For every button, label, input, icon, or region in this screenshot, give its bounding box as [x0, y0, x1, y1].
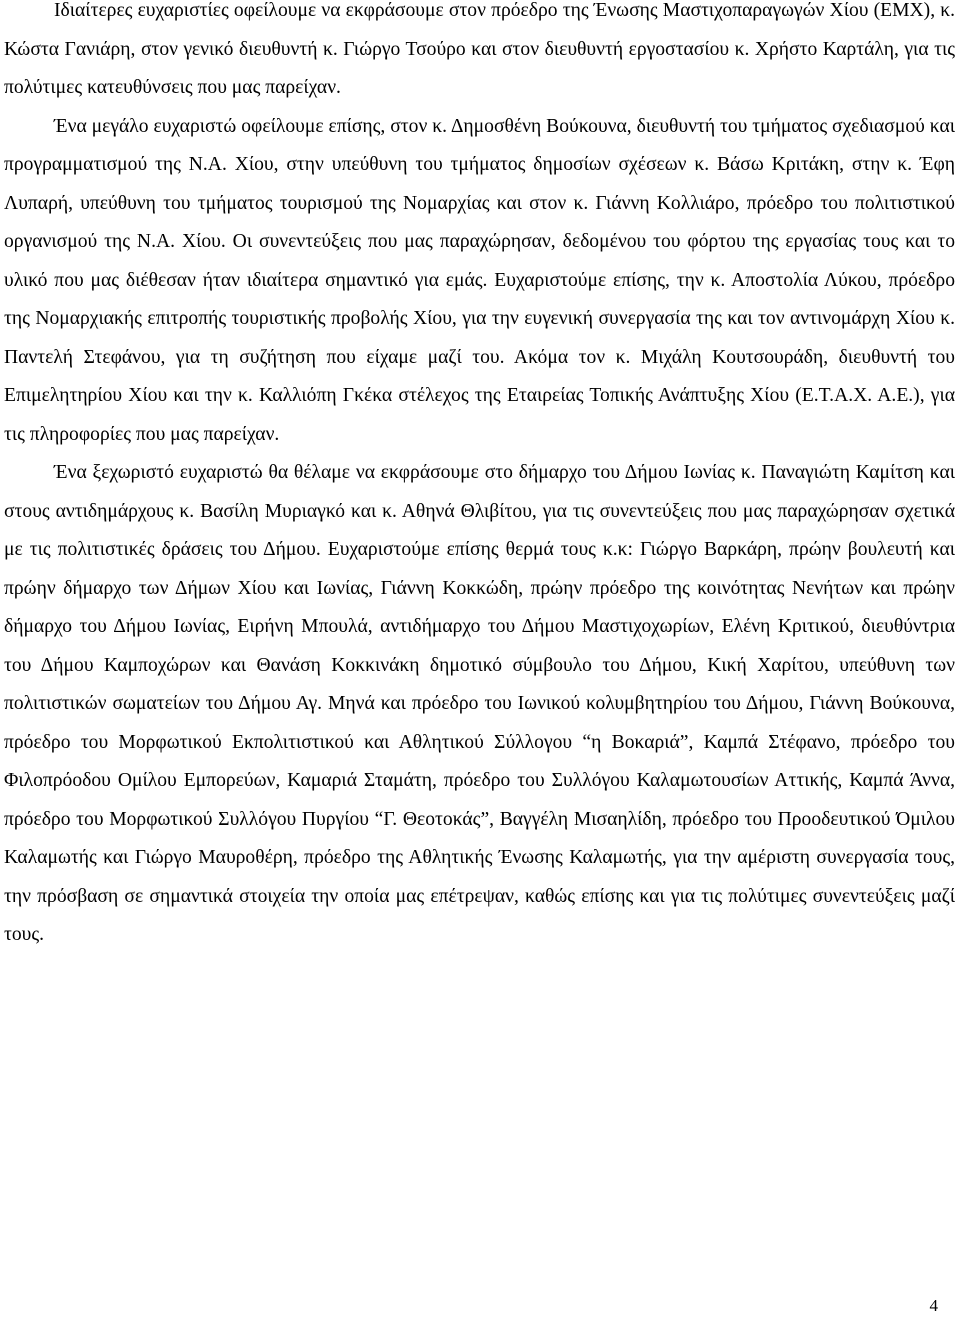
- paragraph-acknowledgement-municipality: Ένα ξεχωριστό ευχαριστώ θα θέλαμε να εκφράσουμε στο δήμαρχο του Δήμου Ιωνίας κ. Παναγιώτη Καμίτση και στους αντιδημάρχους κ. Βασίλη Μυριαγκό και κ. Αθηνά Θλιβίτου, για τις συνεντεύξεις που μας παραχώρησαν σχετικά με τις πολιτιστικές δράσεις του Δήμου. Ευχαριστούμε επίσης θερμά τους κ.κ: Γιώργο Βαρκάρη, πρώην βουλευτή και πρώην δήμαρχο των Δήμων Χίου και Ιωνίας, Γιάννη Κοκκώδη, πρώην πρόεδρο της κοινότητας Νενήτων και πρώην δήμαρχο του Δήμου Ιωνίας, Ειρήνη Μπουλά, αντιδήμαρχο του Δήμου Μαστιχοχωρίων, Ελένη Κριτικού, διευθύντρια του Δήμου Καμποχώρων και Θανάση Κοκκινάκη δημοτικό σύμβουλο του Δήμου, Κική Χαρίτου, υπεύθυνη των πολιτιστικών σωματείων του Δήμου Αγ. Μηνά και πρόεδρο του Ιωνικού κολυμβητηρίου του Δήμου, Γιάννη Βούκουνα, πρόεδρο του Μορφωτικού Εκπολιτιστικού και Αθλητικού Σύλλογου “η Βοκαριά”, Καμπά Στέφανο, πρόεδρο του Φιλοπρόοδου Ομίλου Εμπορεύων, Καμαριά Σταμάτη, πρόεδρο του Συλλόγου Καλαμωτουσίων Αττικής, Καμπά Άννα, πρόεδρο του Μορφωτικού Συλλόγου Πυργίου “Γ. Θεοτοκάς”, Βαγγέλη Μισαηλίδη, πρόεδρο του Προοδευτικού Όμιλου Καλαμωτής και Γιώργο Μαυροθέρη, πρόεδρο της Αθλητικής Ένωσης Καλαμωτής, για την αμέριστη συνεργασία τους, την πρόσβαση σε σημαντικά στοιχεία την οποία μας επέτρεψαν, καθώς επίσης και για τις πολύτιμες συνεντεύξεις μαζί τους.: [4, 462, 955, 945]
- paragraph-acknowledgement-emx: Ιδιαίτερες ευχαριστίες οφείλουμε να εκφράσουμε στον πρόεδρο της Ένωσης Μαστιχοπαραγωγών Χίου (ΕΜΧ), κ. Κώστα Γανιάρη, στον γενικό διευθυντή κ. Γιώργο Τσούρο και στον διευθυντή εργοστασίου κ. Χρήστο Καρτάλη, για τις πολύτιμες κατευθύνσεις που μας παρείχαν.: [4, 0, 955, 98]
- page-number: 4: [929, 1296, 938, 1315]
- body-text: [4, 0, 955, 955]
- paragraph-acknowledgement-prefecture: Ένα μεγάλο ευχαριστώ οφείλουμε επίσης, στον κ. Δημοσθένη Βούκουνα, διευθυντή του τμήματος σχεδιασμού και προγραμματισμού της Ν.Α. Χίου, στην υπεύθυνη του τμήματος δημοσίων σχέσεων κ. Βάσω Κριτάκη, στην κ. Έφη Λυπαρή, υπεύθυνη του τμήματος τουρισμού της Νομαρχίας και στον κ. Γιάννη Κολλιάρο, πρόεδρο του πολιτιστικού οργανισμού της Ν.Α. Χίου. Οι συνεντεύξεις που μας παραχώρησαν, δεδομένου του φόρτου της εργασίας τους και το υλικό που μας διέθεσαν ήταν ιδιαίτερα σημαντικό για εμάς. Ευχαριστούμε επίσης, την κ. Αποστολία Λύκου, πρόεδρο της Νομαρχιακής επιτροπής τουριστικής προβολής Χίου, για την ευγενική συνεργασία της και τον αντινομάρχη Χίου κ. Παντελή Στεφάνου, για τη συζήτηση που είχαμε μαζί του. Ακόμα τον κ. Μιχάλη Κουτσουράδη, διευθυντή του Επιμελητηρίου Χίου και την κ. Καλλιόπη Γκέκα στέλεχος της Εταιρείας Τοπικής Ανάπτυξης Χίου (Ε.Τ.Α.Χ. Α.Ε.), για τις πληροφορίες που μας παρείχαν.: [4, 115, 955, 445]
